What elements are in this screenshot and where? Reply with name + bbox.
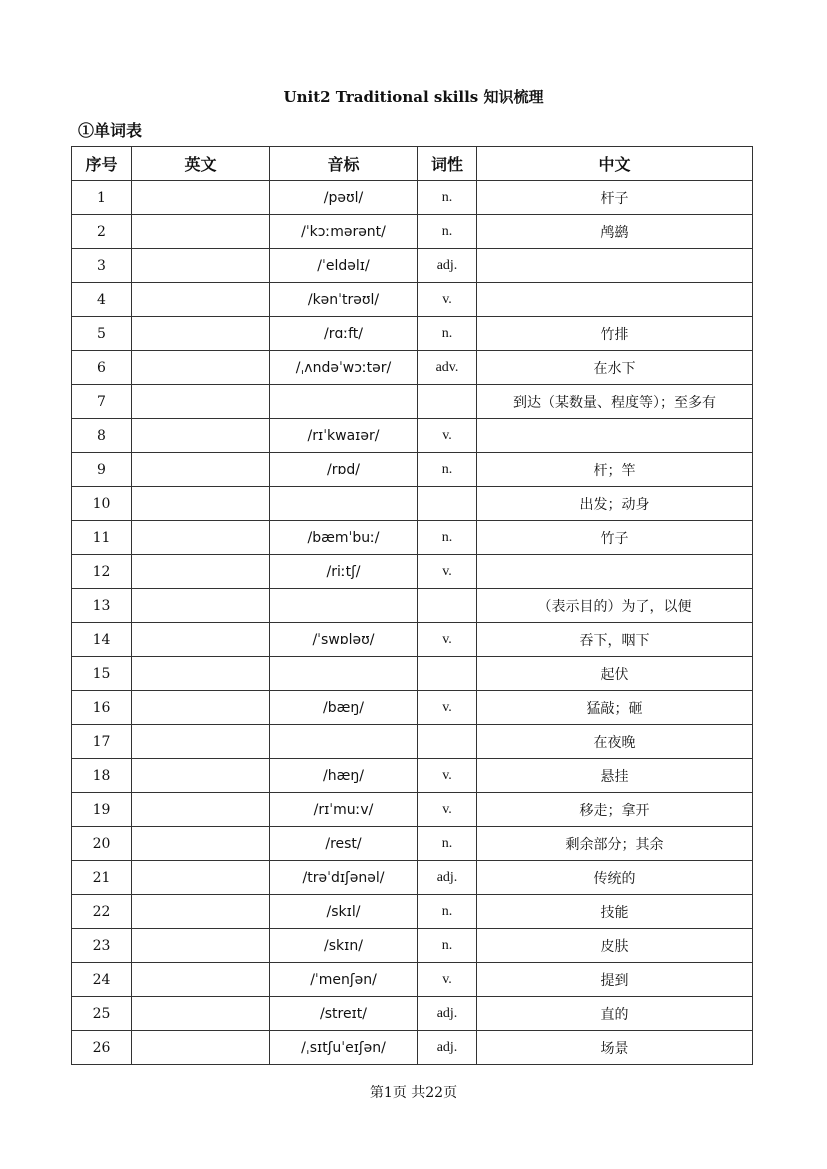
cell-chinese: 皮肤	[477, 929, 753, 963]
cell-part-of-speech: v.	[418, 793, 477, 827]
table-row	[72, 827, 753, 861]
table-row	[72, 623, 753, 657]
cell-chinese	[477, 419, 753, 453]
cell-phonetic: /kənˈtrəʊl/	[270, 283, 418, 317]
cell-part-of-speech: n.	[418, 521, 477, 555]
column-header-part-of-speech: 词性	[418, 147, 477, 181]
cell-part-of-speech: n.	[418, 181, 477, 215]
cell-part-of-speech: v.	[418, 963, 477, 997]
cell-chinese: 出发；动身	[477, 487, 753, 521]
cell-part-of-speech	[418, 385, 477, 419]
cell-part-of-speech	[418, 487, 477, 521]
cell-number: 4	[72, 283, 132, 317]
cell-number: 20	[72, 827, 132, 861]
cell-english	[132, 623, 270, 657]
cell-phonetic: /trəˈdɪʃənəl/	[270, 861, 418, 895]
cell-english	[132, 487, 270, 521]
column-header-chinese: 中文	[477, 147, 753, 181]
cell-number: 23	[72, 929, 132, 963]
cell-chinese: 技能	[477, 895, 753, 929]
cell-chinese: 在夜晚	[477, 725, 753, 759]
table-row	[72, 589, 753, 623]
cell-number: 22	[72, 895, 132, 929]
cell-chinese: 传统的	[477, 861, 753, 895]
cell-part-of-speech: n.	[418, 215, 477, 249]
table-row	[72, 385, 753, 419]
cell-phonetic: /ˈeldəlɪ/	[270, 249, 418, 283]
cell-chinese: 提到	[477, 963, 753, 997]
table-row	[72, 521, 753, 555]
cell-phonetic: /ˌʌndəˈwɔːtər/	[270, 351, 418, 385]
cell-number: 13	[72, 589, 132, 623]
table-row	[72, 657, 753, 691]
cell-part-of-speech: v.	[418, 623, 477, 657]
cell-part-of-speech: adj.	[418, 1031, 477, 1065]
column-header-number: 序号	[72, 147, 132, 181]
table-row	[72, 351, 753, 385]
cell-english	[132, 691, 270, 725]
cell-part-of-speech: v.	[418, 283, 477, 317]
cell-number: 16	[72, 691, 132, 725]
cell-chinese: 到达（某数量、程度等）；至多有	[477, 385, 753, 419]
cell-phonetic: /skɪl/	[270, 895, 418, 929]
cell-number: 17	[72, 725, 132, 759]
cell-chinese: 吞下，咽下	[477, 623, 753, 657]
cell-english	[132, 181, 270, 215]
table-row	[72, 963, 753, 997]
table-row	[72, 453, 753, 487]
table-row	[72, 283, 753, 317]
cell-phonetic: /ˌsɪtʃuˈeɪʃən/	[270, 1031, 418, 1065]
table-row	[72, 997, 753, 1031]
cell-phonetic: /streɪt/	[270, 997, 418, 1031]
cell-english	[132, 589, 270, 623]
cell-part-of-speech	[418, 657, 477, 691]
table-row	[72, 793, 753, 827]
cell-chinese: 杆；竿	[477, 453, 753, 487]
cell-phonetic: /pəʊl/	[270, 181, 418, 215]
cell-phonetic	[270, 589, 418, 623]
cell-number: 8	[72, 419, 132, 453]
cell-part-of-speech: adj.	[418, 249, 477, 283]
cell-number: 12	[72, 555, 132, 589]
cell-part-of-speech: n.	[418, 317, 477, 351]
cell-chinese: 移走；拿开	[477, 793, 753, 827]
cell-number: 2	[72, 215, 132, 249]
cell-part-of-speech: v.	[418, 555, 477, 589]
cell-chinese: 剩余部分；其余	[477, 827, 753, 861]
cell-part-of-speech: adj.	[418, 861, 477, 895]
cell-number: 3	[72, 249, 132, 283]
cell-number: 7	[72, 385, 132, 419]
cell-part-of-speech: n.	[418, 453, 477, 487]
cell-chinese: 竹排	[477, 317, 753, 351]
page-title: Unit2 Traditional skills 知识梳理	[283, 88, 544, 106]
cell-english	[132, 385, 270, 419]
cell-part-of-speech	[418, 725, 477, 759]
cell-phonetic: /rɪˈkwaɪər/	[270, 419, 418, 453]
cell-phonetic: /hæŋ/	[270, 759, 418, 793]
table-row	[72, 759, 753, 793]
cell-english	[132, 521, 270, 555]
cell-number: 15	[72, 657, 132, 691]
cell-english	[132, 351, 270, 385]
cell-chinese: 竹子	[477, 521, 753, 555]
table-row	[72, 555, 753, 589]
cell-phonetic: /ˈkɔːmərənt/	[270, 215, 418, 249]
cell-chinese: （表示目的）为了，以便	[477, 589, 753, 623]
cell-number: 26	[72, 1031, 132, 1065]
cell-phonetic: /ˈswɒləʊ/	[270, 623, 418, 657]
cell-english	[132, 827, 270, 861]
table-row	[72, 487, 753, 521]
table-row	[72, 929, 753, 963]
cell-phonetic	[270, 657, 418, 691]
cell-english	[132, 215, 270, 249]
cell-english	[132, 283, 270, 317]
cell-number: 6	[72, 351, 132, 385]
cell-phonetic	[270, 385, 418, 419]
cell-number: 14	[72, 623, 132, 657]
cell-part-of-speech: v.	[418, 759, 477, 793]
cell-phonetic: /skɪn/	[270, 929, 418, 963]
cell-number: 19	[72, 793, 132, 827]
cell-phonetic: /rɑːft/	[270, 317, 418, 351]
table-row	[72, 249, 753, 283]
cell-chinese: 悬挂	[477, 759, 753, 793]
cell-number: 24	[72, 963, 132, 997]
cell-phonetic: /rɪˈmuːv/	[270, 793, 418, 827]
section-heading: ①单词表	[78, 121, 143, 140]
cell-chinese: 直的	[477, 997, 753, 1031]
cell-english	[132, 963, 270, 997]
cell-phonetic: /rest/	[270, 827, 418, 861]
cell-chinese: 起伏	[477, 657, 753, 691]
cell-english	[132, 759, 270, 793]
cell-english	[132, 1031, 270, 1065]
cell-part-of-speech: n.	[418, 929, 477, 963]
cell-phonetic: /ˈmenʃən/	[270, 963, 418, 997]
cell-english	[132, 861, 270, 895]
cell-english	[132, 895, 270, 929]
table-row	[72, 215, 753, 249]
cell-number: 5	[72, 317, 132, 351]
vocabulary-table	[71, 146, 753, 1065]
cell-number: 11	[72, 521, 132, 555]
cell-number: 10	[72, 487, 132, 521]
cell-english	[132, 997, 270, 1031]
column-header-english: 英文	[132, 147, 270, 181]
cell-number: 21	[72, 861, 132, 895]
table-row	[72, 317, 753, 351]
table-row	[72, 895, 753, 929]
table-row	[72, 419, 753, 453]
page-footer: 第1页 共22页	[369, 1085, 458, 1101]
cell-english	[132, 657, 270, 691]
table-row	[72, 861, 753, 895]
cell-english	[132, 317, 270, 351]
cell-chinese: 在水下	[477, 351, 753, 385]
cell-chinese: 鸬鹚	[477, 215, 753, 249]
table-row	[72, 1031, 753, 1065]
cell-part-of-speech: n.	[418, 895, 477, 929]
cell-english	[132, 725, 270, 759]
cell-chinese	[477, 249, 753, 283]
cell-chinese	[477, 555, 753, 589]
cell-part-of-speech: n.	[418, 827, 477, 861]
cell-chinese: 杆子	[477, 181, 753, 215]
cell-chinese: 猛敲；砸	[477, 691, 753, 725]
table-header-row	[72, 147, 753, 181]
cell-english	[132, 929, 270, 963]
cell-english	[132, 555, 270, 589]
cell-phonetic: /bæmˈbuː/	[270, 521, 418, 555]
cell-phonetic: /rɒd/	[270, 453, 418, 487]
cell-part-of-speech	[418, 589, 477, 623]
cell-english	[132, 249, 270, 283]
cell-english	[132, 793, 270, 827]
cell-number: 1	[72, 181, 132, 215]
cell-chinese: 场景	[477, 1031, 753, 1065]
cell-part-of-speech: v.	[418, 419, 477, 453]
cell-phonetic	[270, 487, 418, 521]
cell-number: 18	[72, 759, 132, 793]
cell-part-of-speech: adj.	[418, 997, 477, 1031]
cell-part-of-speech: adv.	[418, 351, 477, 385]
cell-phonetic: /bæŋ/	[270, 691, 418, 725]
cell-number: 9	[72, 453, 132, 487]
table-row	[72, 691, 753, 725]
table-row	[72, 725, 753, 759]
table-row	[72, 181, 753, 215]
cell-chinese	[477, 283, 753, 317]
cell-english	[132, 453, 270, 487]
cell-phonetic: /riːtʃ/	[270, 555, 418, 589]
cell-phonetic	[270, 725, 418, 759]
table-body	[72, 181, 753, 1065]
cell-part-of-speech: v.	[418, 691, 477, 725]
cell-english	[132, 419, 270, 453]
cell-number: 25	[72, 997, 132, 1031]
column-header-phonetic: 音标	[270, 147, 418, 181]
